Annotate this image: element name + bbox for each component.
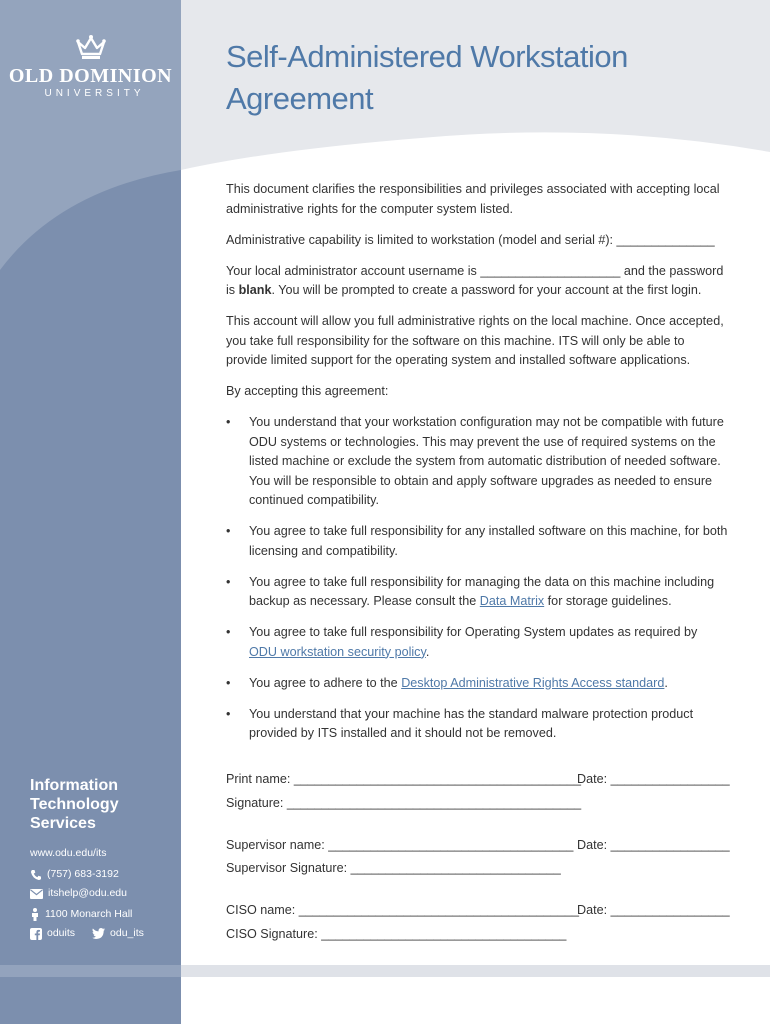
ciso-name-field[interactable]: CISO name: ________________________________________ bbox=[226, 903, 579, 917]
data-matrix-link[interactable]: Data Matrix bbox=[479, 594, 545, 608]
ciso-date-field[interactable]: Date: _________________ bbox=[577, 903, 730, 917]
by-accepting-label: By accepting this agreement: bbox=[226, 384, 389, 398]
list-item: • You agree to take full responsibility for managing the data on this machine including backup as necessary. Please consult the Data Matrix for storage guidelines. bbox=[226, 573, 728, 612]
supervisor-signature-field[interactable]: Supervisor Signature: ______________________________ bbox=[226, 861, 561, 875]
list-item: • You agree to take full responsibility for Operating System updates as required by ODU workstation security policy. bbox=[226, 623, 728, 662]
list-item: • You agree to adhere to the Desktop Administrative Rights Access standard. bbox=[226, 674, 728, 694]
twitter-icon[interactable] bbox=[92, 928, 105, 939]
intro-paragraph: This document clarifies the responsibilities and privileges associated with accepting local administrative rights for the computer system listed. bbox=[226, 182, 720, 216]
full-rights-paragraph: This account will allow you full administrative rights on the local machine. Once accepted, you take full responsibility for the software on this machine. ITS will only be able to provide limited support for the operating system and installed software applications. bbox=[226, 314, 724, 367]
supervisor-name-field[interactable]: Supervisor name: ___________________________________ bbox=[226, 838, 574, 852]
capability-paragraph: Administrative capability is limited to workstation (model and serial #): ______________ bbox=[226, 232, 715, 247]
print-name-field[interactable]: Print name: _________________________________________ bbox=[226, 772, 582, 786]
signature-field[interactable]: Signature: __________________________________________ bbox=[226, 796, 582, 810]
sidebar bbox=[0, 0, 181, 1024]
terms-list bbox=[226, 413, 728, 744]
agreement-body bbox=[226, 180, 728, 755]
account-paragraph: Your local administrator account username is ____________________ and the password is blank. You will be prompted to create a password for your account at the first login. bbox=[226, 263, 724, 297]
social-links: oduits odu_its bbox=[30, 927, 144, 940]
logo-main-text: OLD DOMINION bbox=[8, 65, 173, 87]
website-link[interactable]: www.odu.edu/its bbox=[30, 847, 107, 859]
university-logo bbox=[0, 34, 181, 100]
location-contact: 1100 Monarch Hall bbox=[30, 908, 132, 921]
date-field[interactable]: Date: _________________ bbox=[577, 772, 730, 786]
email-contact[interactable]: itshelp@odu.edu bbox=[30, 887, 127, 900]
crown-icon bbox=[74, 34, 108, 62]
department-name: Information Technology Services bbox=[30, 777, 119, 832]
list-item: • You agree to take full responsibility for any installed software on this machine, for both licensing and compatibility. bbox=[226, 522, 728, 561]
sidebar-footer-band bbox=[0, 965, 181, 977]
mail-icon bbox=[30, 889, 43, 899]
ciso-signature-field[interactable]: CISO Signature: ___________________________________ bbox=[226, 927, 567, 941]
footer-band bbox=[181, 965, 770, 977]
security-policy-link[interactable]: ODU workstation security policy bbox=[249, 644, 426, 659]
page-title: Self-Administered Workstation Agreement bbox=[226, 39, 628, 116]
logo-sub-text: UNIVERSITY bbox=[44, 88, 145, 99]
supervisor-date-field[interactable]: Date: _________________ bbox=[577, 838, 730, 852]
phone-icon bbox=[30, 869, 42, 881]
phone-contact: (757) 683-3192 bbox=[30, 868, 119, 881]
list-item: • You understand that your machine has the standard malware protection product provided by ITS installed and it should not be removed. bbox=[226, 705, 728, 744]
admin-rights-standard-link[interactable]: Desktop Administrative Rights Access standard bbox=[401, 675, 665, 690]
facebook-icon[interactable] bbox=[30, 928, 42, 940]
list-item: • You understand that your workstation configuration may not be compatible with future ODU systems or technologies. This may prevent the use of required systems on the listed machine or exclude the system from automatic distribution of needed software. You will be responsible to obtain and apply software upgrades as needed to ensure continued compatibility. bbox=[226, 413, 728, 511]
person-icon bbox=[30, 908, 40, 921]
